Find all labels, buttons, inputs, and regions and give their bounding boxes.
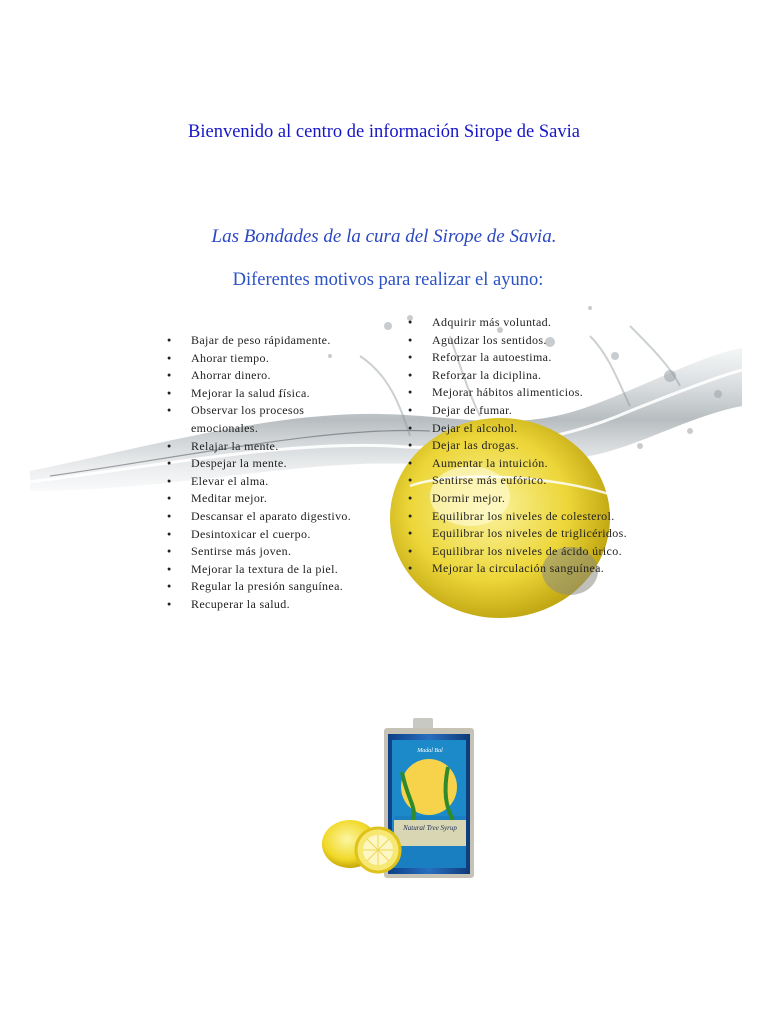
list-item: ● Recuperar la salud. — [166, 596, 366, 614]
list-item: ● Meditar mejor. — [166, 490, 366, 508]
list-item: ● Sentirse más joven. — [166, 543, 366, 561]
list-item: ● Reforzar la autoestima. — [407, 349, 637, 367]
list-item: ● Equilibrar los niveles de ácido úrico. — [407, 543, 637, 561]
list-item: ● Ahorrar dinero. — [166, 367, 366, 385]
can-brand-text: Madal Bal — [417, 748, 443, 754]
list-item: ● Dejar de fumar. — [407, 402, 637, 420]
page-title: Bienvenido al centro de información Sirope de Savia — [188, 122, 580, 142]
list-item: ● Aumentar la intuición. — [407, 455, 637, 473]
list-item: ● Adquirir más voluntad. — [407, 314, 637, 332]
list-item: ● Mejorar hábitos alimenticios. — [407, 384, 637, 402]
reasons-list-left — [166, 332, 366, 614]
syrup-can-lemon-image — [318, 712, 478, 882]
list-item: ● Relajar la mente. — [166, 438, 366, 456]
section-subtitle: Las Bondades de la cura del Sirope de Savia. — [211, 226, 557, 247]
list-item: ● Sentirse más eufórico. — [407, 472, 637, 490]
list-item: ● Agudizar los sentidos. — [407, 332, 637, 350]
list-item: ● Dejar las drogas. — [407, 437, 637, 455]
list-item: ● Mejorar la textura de la piel. — [166, 561, 366, 579]
list-item: ● Equilibrar los niveles de triglicéridos. — [407, 525, 637, 543]
list-heading: Diferentes motivos para realizar el ayuno: — [232, 270, 544, 290]
list-item: ● Desintoxicar el cuerpo. — [166, 526, 366, 544]
list-item: ● Reforzar la diciplina. — [407, 367, 637, 385]
list-item: ● Observar los procesos emocionales. — [166, 402, 366, 437]
list-item: ● Mejorar la circulación sanguínea. — [407, 560, 637, 578]
list-item: ● Ahorar tiempo. — [166, 350, 366, 368]
list-item: ● Despejar la mente. — [166, 455, 366, 473]
list-item: ● Dormir mejor. — [407, 490, 637, 508]
reasons-list-right — [407, 314, 637, 578]
list-item: ● Regular la presión sanguínea. — [166, 578, 366, 596]
list-item: ● Equilibrar los niveles de colesterol. — [407, 508, 637, 526]
list-item: ● Bajar de peso rápidamente. — [166, 332, 366, 350]
list-item: ● Elevar el alma. — [166, 473, 366, 491]
list-item: ● Descansar el aparato digestivo. — [166, 508, 366, 526]
list-item: ● Dejar el alcohol. — [407, 420, 637, 438]
list-item: ● Mejorar la salud física. — [166, 385, 366, 403]
can-label-text: Natural Tree Syrup — [403, 824, 457, 832]
